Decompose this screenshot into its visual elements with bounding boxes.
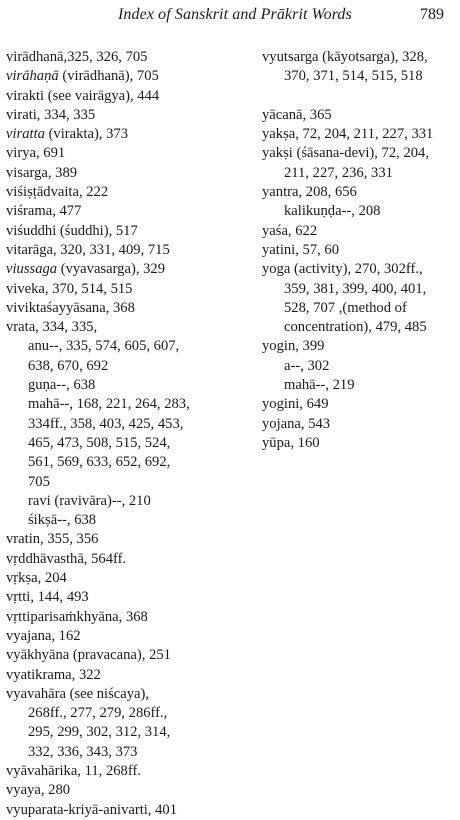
index-entry <box>262 395 458 414</box>
index-subentry <box>262 164 458 183</box>
index-entry <box>6 125 246 144</box>
index-column-left <box>6 48 246 820</box>
entry-references: 638, 670, 692 <box>28 357 109 374</box>
entry-references: 325, 326, 705 <box>67 49 148 65</box>
entry-term: yogin, <box>262 338 299 355</box>
entry-term: viśuddhi <box>6 222 57 239</box>
entry-references: 389 <box>51 164 78 181</box>
entry-term: vrata, <box>6 319 39 336</box>
index-entry <box>6 87 246 106</box>
entry-references: 561, 569, 633, 652, 692, <box>28 454 171 471</box>
index-entry <box>6 299 246 318</box>
entry-references: 334, 335, <box>38 319 98 336</box>
index-subentry <box>262 318 458 337</box>
index-entry <box>262 241 458 260</box>
entry-references: 370, 514, 515 <box>48 280 133 297</box>
entry-term: virādhanā, <box>6 49 68 65</box>
entry-term: yakṣi <box>262 145 293 162</box>
entry-references: 322 <box>75 666 101 683</box>
page-header <box>0 6 460 30</box>
entry-term: viśiṣṭādvaita, <box>6 184 83 201</box>
index-subentry <box>262 357 458 376</box>
index-entry <box>6 608 246 627</box>
entry-references: 162 <box>55 627 81 644</box>
entry-references: 477 <box>55 203 82 220</box>
index-subentry <box>262 202 458 221</box>
entry-term: vyāvahārika, <box>6 762 81 779</box>
entry-term: virāhaṇā <box>6 68 59 85</box>
entry-term: yoga <box>262 261 291 278</box>
index-subentry <box>6 376 246 395</box>
entry-references: (ravivāra)--, 210 <box>50 492 151 509</box>
entry-references: 564ff. <box>87 550 127 567</box>
index-entry <box>6 685 246 704</box>
entry-references: 72, 204, 211, 227, 331 <box>298 126 434 143</box>
entry-term: vṛttiparisaṁkhyāna, <box>6 608 123 625</box>
entry-references: 528, 707 ,(method of <box>284 299 407 316</box>
entry-term: virya, <box>6 145 40 162</box>
entry-references: (see vairāgya), 444 <box>44 87 160 104</box>
entry-references: 401 <box>151 801 178 818</box>
entry-term: viratta <box>6 126 45 143</box>
entry-term: guṇa--, <box>28 377 70 394</box>
entry-references: 365 <box>306 106 332 123</box>
index-subentry <box>6 704 246 723</box>
entry-references: 268ff., 277, 279, 286ff., <box>28 705 168 722</box>
entry-references: 219 <box>328 377 355 394</box>
entry-term: vyutsarga <box>262 49 319 65</box>
index-entry <box>6 627 246 646</box>
entry-references: 399 <box>298 338 325 355</box>
entry-references: 359, 381, 399, 400, 401, <box>284 280 427 297</box>
entry-references: 320, 331, 409, 715 <box>56 241 170 258</box>
entry-references: 334ff., 358, 403, 425, 453, <box>28 415 184 432</box>
index-subentry <box>262 280 458 299</box>
index-subentry <box>6 511 246 530</box>
entry-term: vyaya, <box>6 782 45 799</box>
entry-references: 168, 221, 264, 283, <box>72 396 190 413</box>
entry-term: ravi <box>28 492 51 509</box>
entry-term: anu--, <box>28 338 63 355</box>
index-subentry <box>6 453 246 472</box>
entry-references: 368 <box>122 608 148 625</box>
entry-term: yatini, <box>262 241 299 258</box>
index-entry <box>262 337 458 356</box>
entry-term: vyākhyāna <box>6 647 70 664</box>
entry-references: 543 <box>304 415 331 432</box>
index-entry <box>6 666 246 685</box>
entry-term: a--, <box>284 357 304 374</box>
index-subentry <box>262 376 458 395</box>
index-entry <box>262 183 458 202</box>
entry-term: viśrama, <box>6 203 56 220</box>
entry-term: yogini, <box>262 396 303 413</box>
index-subentry <box>6 473 246 492</box>
entry-references: 370, 371, 514, 515, 518 <box>284 68 423 85</box>
index-subentry <box>6 395 246 414</box>
entry-references: 302 <box>303 357 330 374</box>
index-entry <box>6 48 246 67</box>
index-entry <box>6 530 246 549</box>
running-title: Index of Sanskrit and Prākrit Words <box>118 6 352 23</box>
entry-references: (activity), 270, 302ff., <box>290 261 423 278</box>
entry-term: yācanā, <box>262 106 307 123</box>
entry-references: 295, 299, 302, 312, 314, <box>28 724 171 741</box>
entry-references: 355, 356 <box>43 531 99 548</box>
entry-term: yūpa, <box>262 434 295 451</box>
entry-term: yaśa, <box>262 222 292 239</box>
entry-references: 638 <box>69 377 96 394</box>
index-entry <box>6 781 246 800</box>
entry-references: 691 <box>39 145 66 162</box>
letter-gap <box>262 87 458 106</box>
index-subentry <box>6 434 246 453</box>
entry-references: (virakta), 373 <box>44 126 128 143</box>
index-entry <box>6 202 246 221</box>
index-entry <box>6 260 246 279</box>
index-subentry <box>262 299 458 318</box>
index-entry <box>6 183 246 202</box>
index-entry <box>6 106 246 125</box>
entry-term: virakti <box>6 87 45 104</box>
entry-references: 705 <box>28 473 50 490</box>
index-entry <box>6 762 246 781</box>
entry-references: 160 <box>294 434 320 451</box>
entry-references: 332, 336, 343, 373 <box>28 743 138 760</box>
index-entry <box>6 241 246 260</box>
index-entry <box>262 260 458 279</box>
entry-term: vyajana, <box>6 627 56 644</box>
entry-term: vyuparata-kriyā-anivarti, <box>6 801 152 818</box>
index-entry <box>6 164 246 183</box>
entry-references: (vyavasarga), 329 <box>57 261 166 278</box>
entry-term: viussaga <box>6 261 58 278</box>
entry-references: 334, 335 <box>40 106 96 123</box>
entry-references: 144, 493 <box>33 589 89 606</box>
entry-references: (śāsana-devi), 72, 204, <box>292 145 429 162</box>
entry-references: 368 <box>109 299 135 316</box>
entry-references: 465, 473, 508, 515, 524, <box>28 434 171 451</box>
index-subentry <box>6 492 246 511</box>
index-entry <box>6 569 246 588</box>
entry-references: 335, 574, 605, 607, <box>62 338 180 355</box>
index-entry <box>262 48 458 67</box>
entry-references: (kāyotsarga), 328, <box>318 49 428 65</box>
index-subentry <box>6 743 246 762</box>
entry-references: (see niścaya), <box>65 685 150 702</box>
index-subentry <box>6 357 246 376</box>
entry-term: vṛddhāvasthā, <box>6 550 88 567</box>
entry-term: vratin, <box>6 531 44 548</box>
entry-term: vyavahāra <box>6 685 66 702</box>
entry-term: yakṣa, <box>262 126 299 143</box>
entry-term: śikṣā--, <box>28 512 71 529</box>
index-subentry <box>6 415 246 434</box>
index-entry <box>6 280 246 299</box>
index-entry <box>262 415 458 434</box>
entry-term: viveka, <box>6 280 49 297</box>
entry-term: vitarāga, <box>6 241 57 258</box>
index-subentry <box>6 723 246 742</box>
entry-references: 622 <box>291 222 318 239</box>
entry-references: 208 <box>354 203 381 220</box>
entry-references: 208, 656 <box>302 184 357 201</box>
entry-term: yojana, <box>262 415 305 432</box>
index-entry <box>262 106 458 125</box>
entry-term: vṛkṣa, <box>6 570 42 587</box>
index-entry <box>262 222 458 241</box>
index-entry <box>6 318 246 337</box>
entry-term: yantra, <box>262 184 303 201</box>
index-entry <box>262 144 458 163</box>
entry-references: concentration), 479, 485 <box>284 319 427 336</box>
entry-term: visarga, <box>6 164 52 181</box>
index-entry <box>6 222 246 241</box>
index-entry <box>6 588 246 607</box>
index-subentry <box>262 67 458 86</box>
entry-references: 57, 60 <box>298 241 340 258</box>
index-entry <box>6 144 246 163</box>
entry-term: mahā--, <box>284 377 329 394</box>
entry-references: 204 <box>41 570 67 587</box>
entry-references: (pravacana), 251 <box>69 647 171 664</box>
entry-references: 649 <box>302 396 329 413</box>
entry-references: 11, 268ff. <box>80 762 141 779</box>
index-entry <box>262 434 458 453</box>
entry-term: mahā--, <box>28 396 73 413</box>
entry-term: vṛtti, <box>6 589 34 606</box>
entry-references: (virādhanā), 705 <box>58 68 159 85</box>
index-entry <box>6 550 246 569</box>
entry-references: 211, 227, 236, 331 <box>284 164 393 181</box>
entry-references: 280 <box>44 782 71 799</box>
index-entry <box>6 67 246 86</box>
entry-term: viviktaśayyāsana, <box>6 299 110 316</box>
entry-term: kalikuṇḍa--, <box>284 203 355 220</box>
entry-references: 638 <box>70 512 97 529</box>
index-column-right <box>262 48 458 453</box>
page-number: 789 <box>420 6 444 23</box>
entry-references: 222 <box>82 184 109 201</box>
index-entry <box>262 125 458 144</box>
index-entry <box>6 646 246 665</box>
entry-term: vyatikrama, <box>6 666 76 683</box>
index-entry <box>6 801 246 820</box>
entry-references: (śuddhi), 517 <box>56 222 138 239</box>
entry-term: virati, <box>6 106 41 123</box>
index-subentry <box>6 337 246 356</box>
